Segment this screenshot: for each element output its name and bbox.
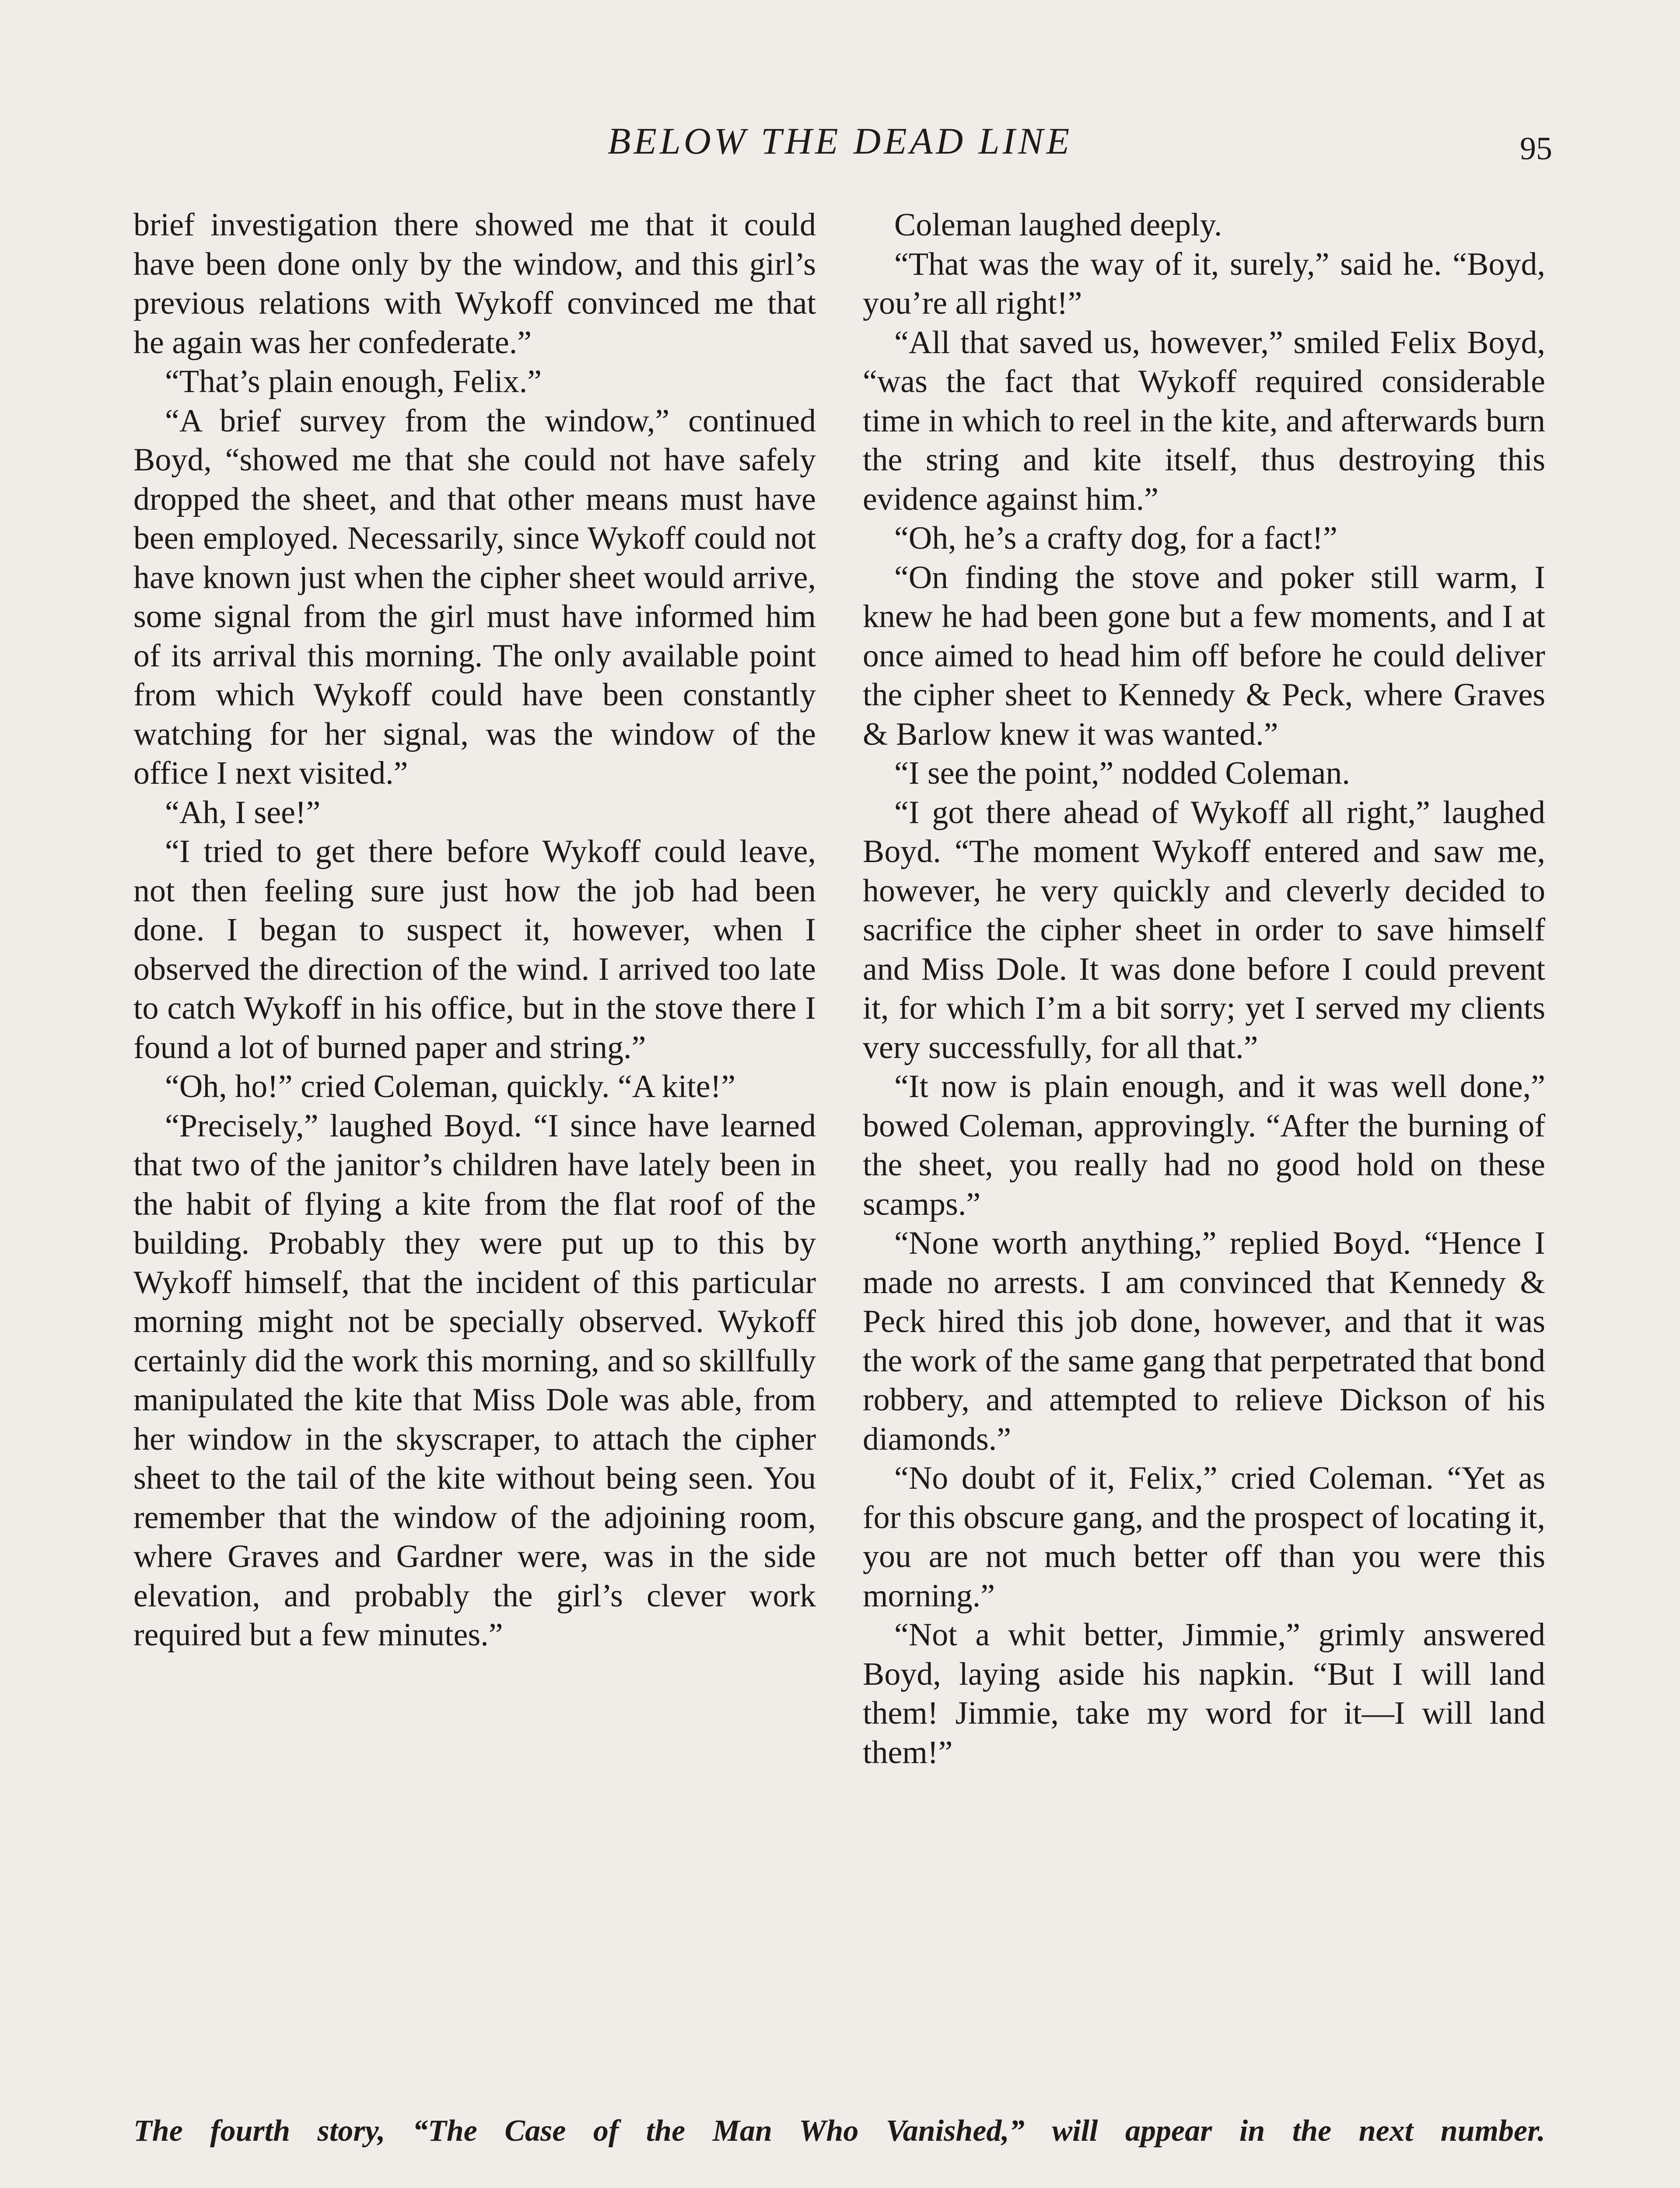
paragraph: “That was the way of it, surely,” said he. “Boyd, you’re all right!” <box>863 246 1545 321</box>
paragraph: “Oh, ho!” cried Coleman, quickly. “A kite!” <box>165 1069 736 1105</box>
right-column <box>863 206 1545 1772</box>
paragraph: “It now is plain enough, and it was well done,” bowed Coleman, approvingly. “After the burning of the sheet, you really had no good hold on these scamps.” <box>863 1069 1545 1222</box>
paragraph: “On finding the stove and poker still warm, I knew he had been gone but a few moments, and I at once aimed to head him off before he could deliver the cipher sheet to Kennedy & Peck, where Graves & Barlow knew it was wanted.” <box>863 559 1545 752</box>
paragraph: “All that saved us, however,” smiled Felix Boyd, “was the fact that Wykoff required considerable time in which to reel in the kite, and afterwards burn the string and kite itself, thus destroying this evidence against him.” <box>863 324 1545 517</box>
paragraph: “None worth anything,” replied Boyd. “Hence I made no arrests. I am convinced that Kennedy & Peck hired this job done, however, and that it was the work of the same gang that perpetrated that bond robbery, and attempted to relieve Dickson of his diamonds.” <box>863 1225 1545 1457</box>
paragraph: “That’s plain enough, Felix.” <box>165 364 542 400</box>
paragraph: “I see the point,” nodded Coleman. <box>894 755 1350 791</box>
running-head: BELOW THE DEAD LINE <box>607 120 1073 162</box>
paragraph: “A brief survey from the window,” continued Boyd, “showed me that she could not have safely dropped the sheet, and that other means must have been employed. Necessarily, since Wykoff could not have known just when the cipher sheet would arrive, some signal from the girl must have informed him of its arrival this morning. The only available point from which Wykoff could have been constantly watching for her signal, was the window of the office I next visited.” <box>133 403 816 791</box>
paragraph: “I got there ahead of Wykoff all right,” laughed Boyd. “The moment Wykoff entered and saw me, however, he very quickly and cleverly decided to sacrifice the cipher sheet in order to save himself and Miss Dole. It was done before I could prevent it, for which I’m a bit sorry; yet I served my clients very successfully, for all that.” <box>863 794 1545 1066</box>
paragraph: “Precisely,” laughed Boyd. “I since have learned that two of the janitor’s children have lately been in the habit of flying a kite from the flat roof of the building. Probably they were put up to this by Wykoff himself, that the incident of this particular morning might not be specially observed. Wykoff certainly did the work this morning, and so skillfully manipulated the kite that Miss Dole was able, from her window in the skyscraper, to attach the cipher sheet to the tail of the kite without being seen. You remember that the window of the adjoining room, where Graves and Gardner were, was in the side elevation, and probably the girl’s clever work required but a few minutes.” <box>133 1108 816 1653</box>
paragraph: Coleman laughed deeply. <box>894 207 1222 243</box>
paragraph: “Not a whit better, Jimmie,” grimly answered Boyd, laying aside his napkin. “But I will land them! Jimmie, take my word for it—I will land them!” <box>863 1617 1545 1771</box>
paragraph: “Ah, I see!” <box>165 794 321 831</box>
paragraph: brief investigation there showed me that it could have been done only by the window, and this girl’s previous relations with Wykoff convinced me that he again was her confederate.” <box>133 207 816 361</box>
paragraph: “No doubt of it, Felix,” cried Coleman. “Yet as for this obscure gang, and the prospect of locating it, you are not much better off than you were this morning.” <box>863 1460 1545 1614</box>
paragraph: “I tried to get there before Wykoff could leave, not then feeling sure just how the job had been done. I began to suspect it, however, when I observed the direction of the wind. I arrived too late to catch Wykoff in his office, but in the stove there I found a lot of burned paper and string.” <box>133 834 816 1066</box>
paragraph: “Oh, he’s a crafty dog, for a fact!” <box>894 520 1337 556</box>
next-story-note: The fourth story, “The Case of the Man Who Vanished,” will appear in the next number. <box>133 2114 1545 2148</box>
page-number: 95 <box>1520 131 1552 167</box>
left-column <box>133 206 816 1655</box>
